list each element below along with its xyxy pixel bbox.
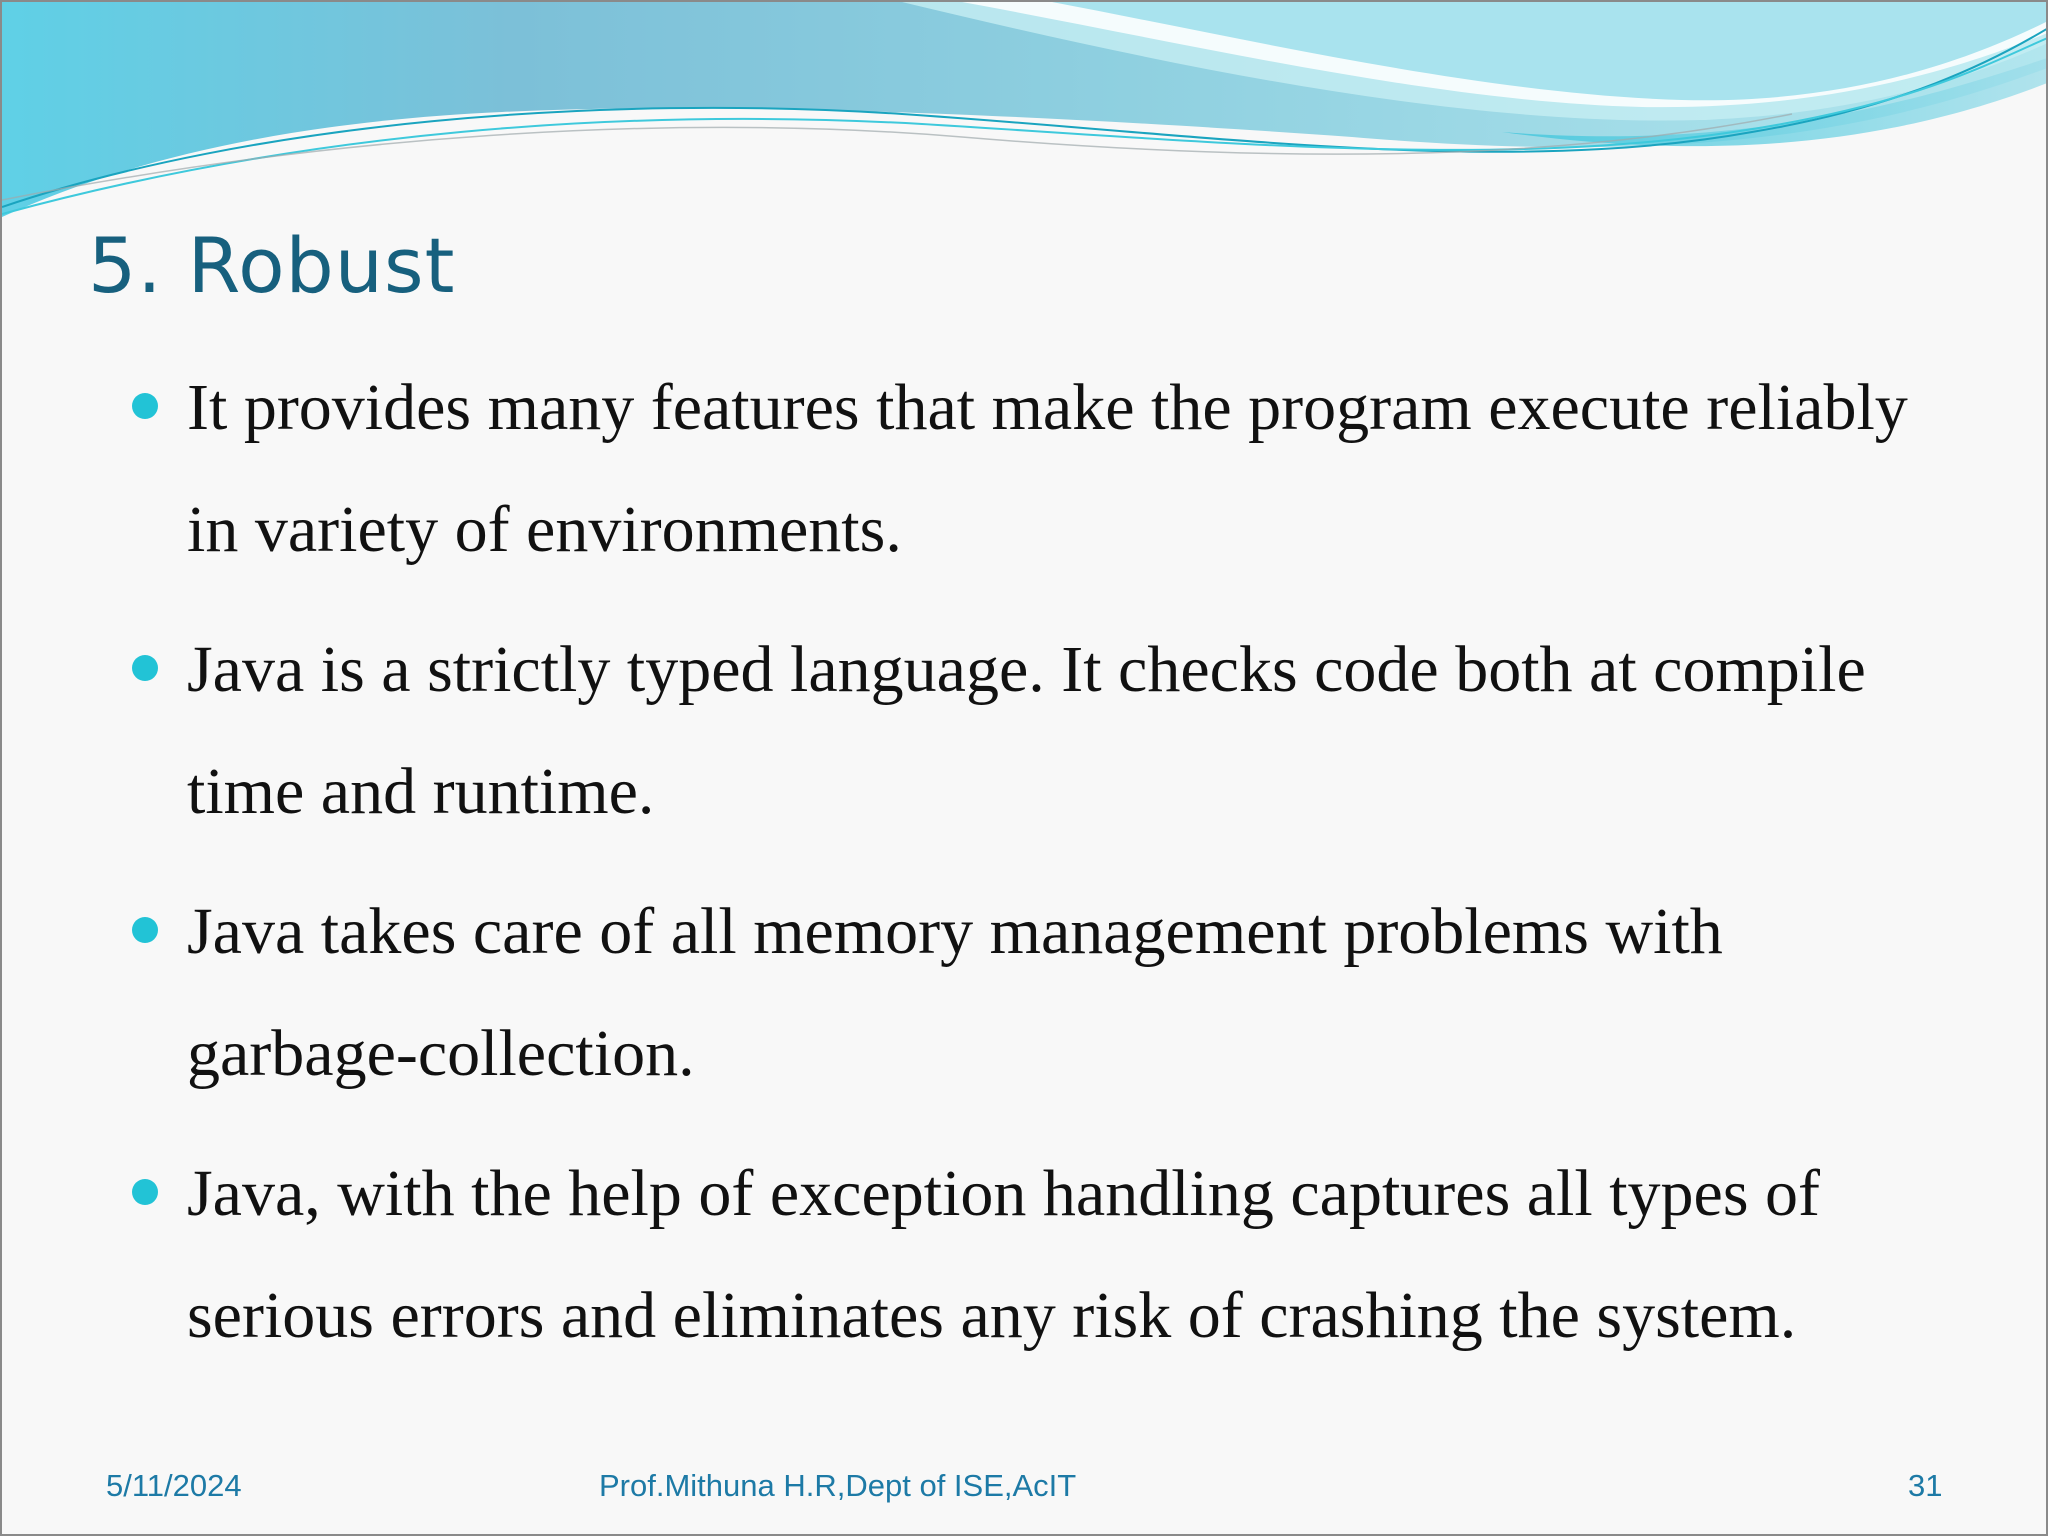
bullet-item: [132, 609, 1962, 853]
footer-author: Prof.Mithuna H.R,Dept of ISE,AcIT: [599, 1468, 1077, 1503]
slide-title: 5. Robust: [88, 221, 456, 310]
bullet-text: Java is a strictly typed language. It checks code both at compile time and runtime.: [187, 633, 1866, 828]
bullet-text: Java takes care of all memory management problems with garbage-collection.: [187, 895, 1723, 1090]
bullet-dot-icon: [132, 393, 158, 419]
bullet-dot-icon: [132, 655, 158, 681]
bullet-text: It provides many features that make the program execute reliably in variety of environments.: [187, 371, 1908, 566]
bullet-dot-icon: [132, 1179, 158, 1205]
footer-date: 5/11/2024: [106, 1468, 242, 1503]
bullet-dot-icon: [132, 917, 158, 943]
bullet-item: [132, 1133, 1962, 1377]
bullet-item: [132, 871, 1962, 1115]
header-wave-decoration: [2, 2, 2048, 242]
bullet-text: Java, with the help of exception handling captures all types of serious errors and eliminates any risk of crashing the system.: [187, 1157, 1821, 1352]
bullet-item: [132, 347, 1962, 591]
bullet-list: [132, 347, 1962, 1395]
footer-page-number: 31: [1908, 1468, 1943, 1503]
